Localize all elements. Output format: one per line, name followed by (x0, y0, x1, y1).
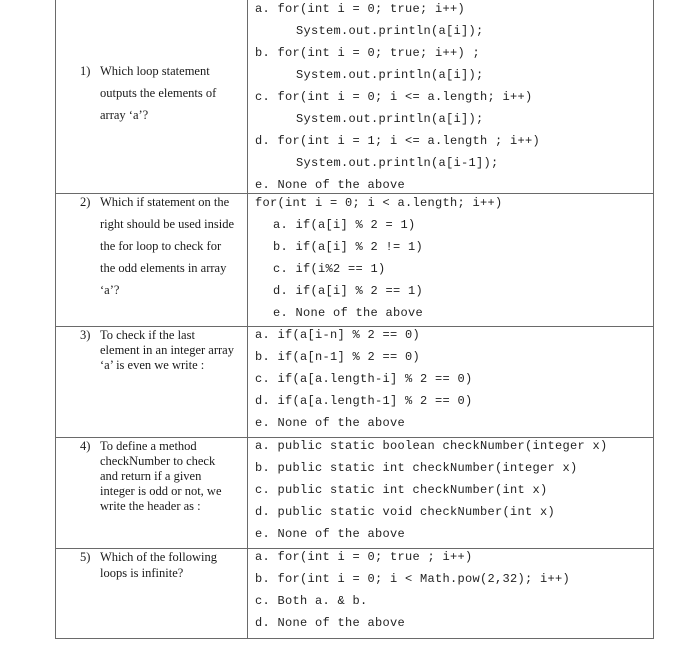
answer-line: d. if(a[a.length-1] % 2 == 0) (255, 394, 473, 408)
row-divider-2 (55, 326, 654, 327)
prompt-line: To check if the last (100, 328, 195, 342)
table-border-left (55, 0, 56, 639)
prompt-line: checkNumber to check (100, 454, 216, 468)
answer-line: c. if(i%2 == 1) (273, 262, 386, 276)
answer-line: b. for(int i = 0; true; i++) ; (255, 46, 481, 60)
answer-line: System.out.println(a[i-1]); (296, 156, 499, 170)
prompt-line: the odd elements in array (100, 261, 227, 275)
question-number: 1) (80, 64, 91, 78)
question-number: 4) (80, 439, 91, 453)
row-divider-1 (55, 193, 654, 194)
answer-line: c. Both a. & b. (255, 594, 368, 608)
prompt-line: Which loop statement (100, 64, 210, 78)
answer-line: System.out.println(a[i]); (296, 24, 484, 38)
answer-line: b. public static int checkNumber(integer x) (255, 461, 578, 475)
answer-line: for(int i = 0; i < a.length; i++) (255, 196, 503, 210)
answer-line: e. None of the above (255, 527, 406, 541)
answer-line: a. if(a[i-n] % 2 == 0) (255, 328, 421, 342)
prompt-line: ‘a’ is even we write : (100, 358, 205, 372)
prompt-line: outputs the elements of (100, 86, 217, 100)
question-number: 2) (80, 195, 91, 209)
answer-line: System.out.println(a[i]); (296, 68, 484, 82)
answer-line: d. for(int i = 1; i <= a.length ; i++) (255, 134, 541, 148)
prompt-line: the for loop to check for (100, 239, 222, 253)
answer-line: d. public static void checkNumber(int x) (255, 505, 556, 519)
answer-line: c. public static int checkNumber(int x) (255, 483, 548, 497)
answer-line: d. None of the above (255, 616, 406, 630)
answer-line: b. if(a[n-1] % 2 == 0) (255, 350, 421, 364)
answer-line: c. for(int i = 0; i <= a.length; i++) (255, 90, 533, 104)
answer-line: b. if(a[i] % 2 != 1) (273, 240, 424, 254)
prompt-line: and return if a given (100, 469, 202, 483)
prompt-line: To define a method (100, 439, 197, 453)
answer-line: a. public static boolean checkNumber(integer x) (255, 439, 608, 453)
answer-line: d. if(a[i] % 2 == 1) (273, 284, 424, 298)
answer-line: e. None of the above (255, 178, 406, 192)
table-border-bottom (55, 638, 654, 639)
table-column-divider (247, 0, 248, 639)
row-divider-4 (55, 548, 654, 549)
answer-line: System.out.println(a[i]); (296, 112, 484, 126)
prompt-line: Which of the following (100, 550, 217, 564)
answer-line: a. if(a[i] % 2 = 1) (273, 218, 416, 232)
prompt-line: element in an integer array (100, 343, 234, 357)
answer-line: b. for(int i = 0; i < Math.pow(2,32); i++) (255, 572, 571, 586)
prompt-line: Which if statement on the (100, 195, 230, 209)
answer-line: e. None of the above (255, 416, 406, 430)
prompt-line: loops is infinite? (100, 566, 184, 580)
prompt-line: integer is odd or not, we (100, 484, 222, 498)
prompt-line: write the header as : (100, 499, 201, 513)
question-number: 5) (80, 550, 91, 564)
answer-line: c. if(a[a.length-i] % 2 == 0) (255, 372, 473, 386)
row-divider-3 (55, 437, 654, 438)
table-border-right (653, 0, 654, 639)
prompt-line: ‘a’? (100, 283, 120, 297)
answer-line: a. for(int i = 0; true ; i++) (255, 550, 473, 564)
prompt-line: right should be used inside (100, 217, 235, 231)
answer-line: e. None of the above (273, 306, 424, 320)
prompt-line: array ‘a’? (100, 108, 149, 122)
answer-line: a. for(int i = 0; true; i++) (255, 2, 466, 16)
question-number: 3) (80, 328, 91, 342)
